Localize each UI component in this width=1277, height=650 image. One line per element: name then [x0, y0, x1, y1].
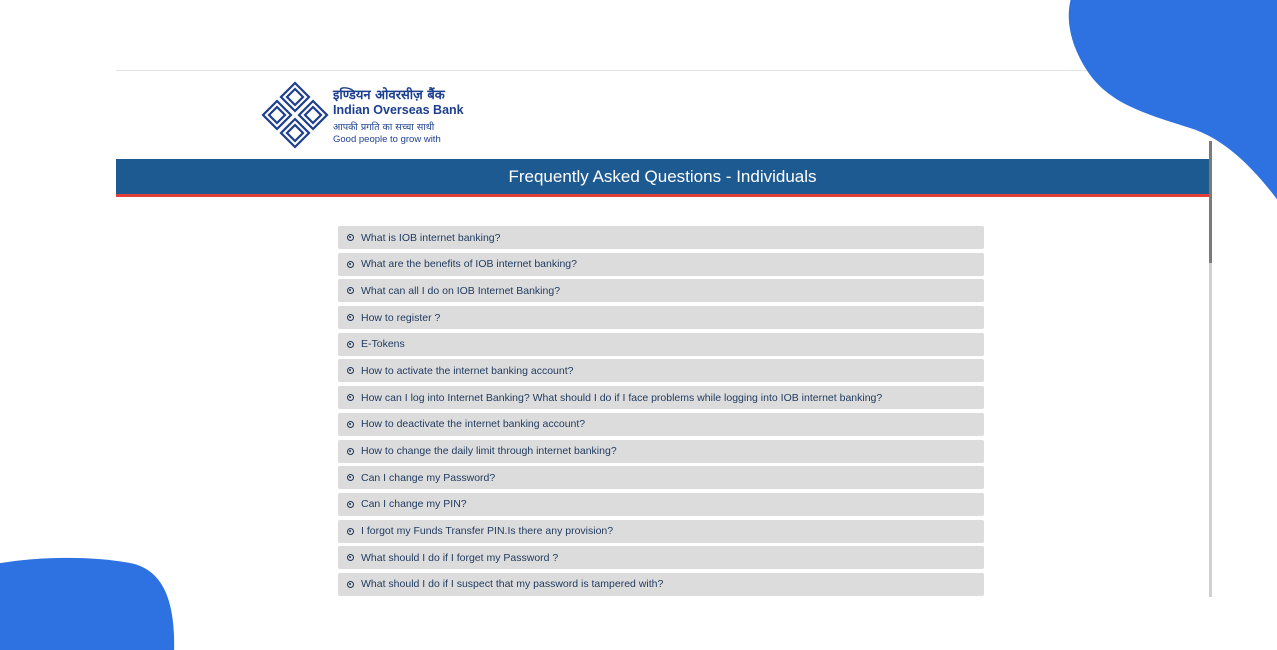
faq-question: Can I change my PIN?: [361, 498, 467, 511]
faq-item[interactable]: [338, 546, 984, 569]
faq-item[interactable]: [338, 333, 984, 356]
faq-question: How can I log into Internet Banking? What should I do if I face problems while logging into IOB internet banking?: [361, 391, 883, 404]
page-title: Frequently Asked Questions - Individuals: [508, 167, 817, 186]
expand-circle-icon: [347, 367, 354, 374]
bank-name-hindi: इण्डियन ओवरसीज़ बैंक: [333, 88, 445, 103]
screenshot-frame: [116, 70, 1212, 597]
faq-item[interactable]: [338, 226, 984, 249]
faq-accordion: [338, 226, 984, 597]
faq-item[interactable]: [338, 306, 984, 329]
faq-question: How to register ?: [361, 311, 441, 324]
bank-name-english: Indian Overseas Bank: [333, 103, 464, 117]
page-title-bar: [116, 159, 1209, 197]
faq-item[interactable]: [338, 466, 984, 489]
expand-circle-icon: [347, 581, 354, 588]
faq-item[interactable]: [338, 279, 984, 302]
faq-question: E-Tokens: [361, 338, 405, 351]
faq-question: Can I change my Password?: [361, 471, 496, 484]
expand-circle-icon: [347, 261, 354, 268]
faq-item[interactable]: [338, 386, 984, 409]
faq-item[interactable]: [338, 413, 984, 436]
faq-item[interactable]: [338, 493, 984, 516]
faq-item[interactable]: [338, 573, 984, 596]
bank-tagline-hindi: आपकी प्रगति का सच्चा साथी: [333, 122, 435, 133]
expand-circle-icon: [347, 474, 354, 481]
faq-question: How to change the daily limit through internet banking?: [361, 445, 617, 457]
expand-circle-icon: [347, 528, 354, 535]
decorative-blob-top-right: [1060, 0, 1277, 230]
faq-item[interactable]: [338, 359, 984, 382]
faq-question: What are the benefits of IOB internet banking?: [361, 258, 577, 271]
expand-circle-icon: [347, 448, 354, 455]
bank-logo-mark-icon: [261, 81, 329, 149]
expand-circle-icon: [347, 287, 354, 294]
expand-circle-icon: [347, 341, 354, 348]
faq-question: How to deactivate the internet banking account?: [361, 418, 586, 431]
faq-item[interactable]: [338, 440, 984, 463]
expand-circle-icon: [347, 421, 354, 428]
faq-question: What should I do if I forget my Password ?: [361, 551, 559, 564]
bank-logo-text: [333, 88, 523, 145]
faq-item[interactable]: [338, 253, 984, 276]
bank-tagline-english: Good people to grow with: [333, 134, 441, 145]
expand-circle-icon: [347, 234, 354, 241]
expand-circle-icon: [347, 314, 354, 321]
faq-question: How to activate the internet banking account?: [361, 364, 574, 377]
decorative-blob-bottom-left: [0, 555, 180, 650]
faq-item[interactable]: [338, 520, 984, 543]
bank-logo[interactable]: [261, 81, 521, 151]
expand-circle-icon: [347, 554, 354, 561]
expand-circle-icon: [347, 394, 354, 401]
faq-question: What is IOB internet banking?: [361, 231, 501, 244]
faq-question: What should I do if I suspect that my password is tampered with?: [361, 578, 664, 591]
faq-question: I forgot my Funds Transfer PIN.Is there any provision?: [361, 525, 614, 538]
faq-question: What can all I do on IOB Internet Banking?: [361, 284, 561, 297]
expand-circle-icon: [347, 501, 354, 508]
